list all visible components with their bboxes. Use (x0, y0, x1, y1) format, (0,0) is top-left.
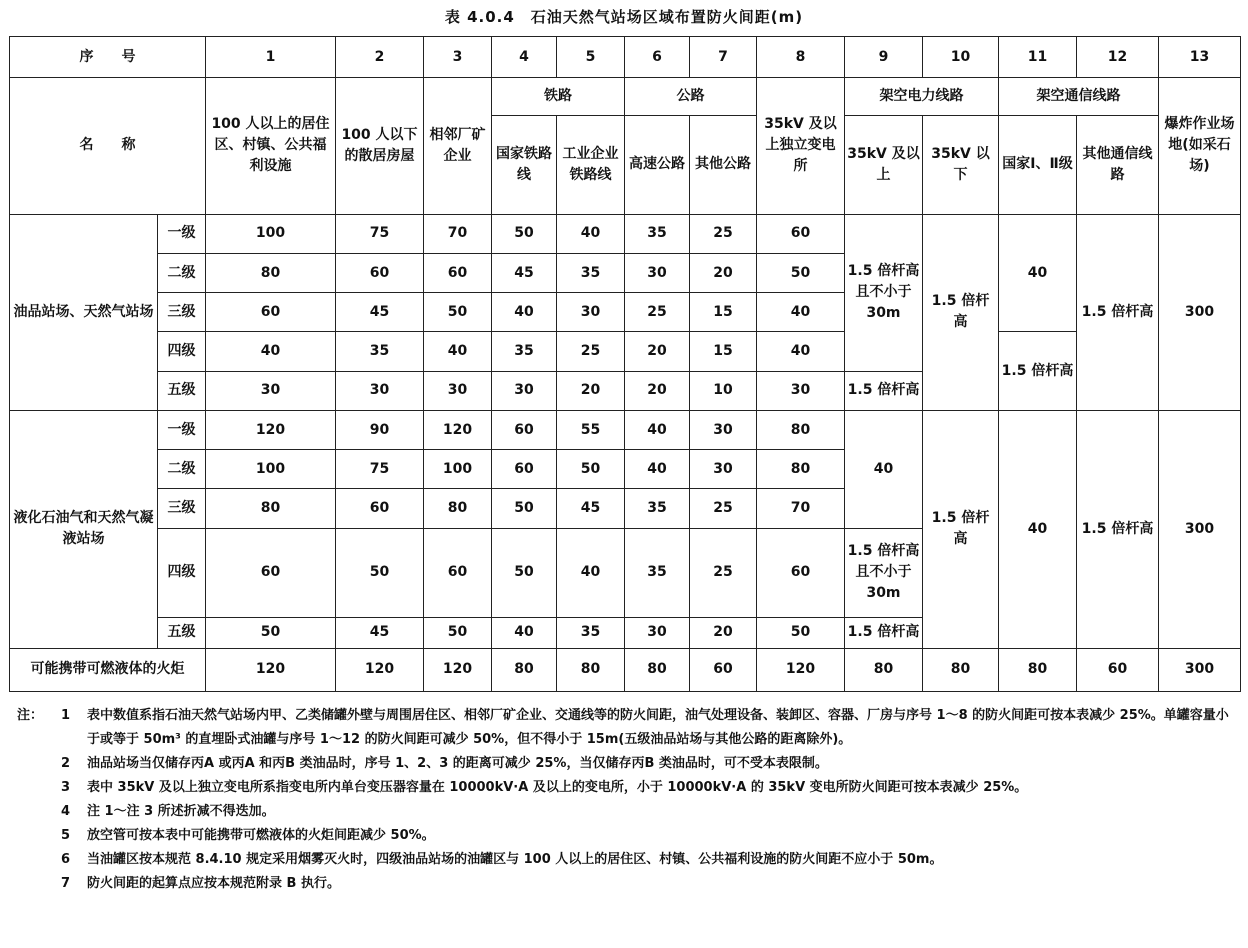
table-cell: 120 (206, 410, 336, 449)
table-cell: 60 (1077, 648, 1159, 692)
table-cell: 60 (336, 489, 424, 528)
name-label: 名 称 (10, 78, 206, 214)
table-cell: 40 (757, 293, 845, 332)
table-row (10, 332, 1241, 371)
seq-13: 13 (1159, 37, 1241, 78)
level-label: 四级 (158, 528, 206, 617)
table-cell: 75 (336, 214, 424, 253)
table-row (10, 214, 1241, 253)
road-header: 公路 (625, 78, 757, 115)
seq-8: 8 (757, 37, 845, 78)
group1-name: 油品站场、天然气站场 (10, 214, 158, 410)
note-number: 7 (61, 876, 71, 891)
seq-row (10, 37, 1241, 78)
note-item (9, 824, 1240, 848)
col-header-6: 高速公路 (625, 115, 690, 214)
seq-label: 序 号 (10, 37, 206, 78)
table-cell: 80 (424, 489, 492, 528)
table-cell: 20 (557, 371, 625, 410)
note-text: 表中 35kV 及以上独立变电所系指变电所内单台变压器容量在 10000kV·A 及以上的变电所，小于 10000kV·A 的 35kV 变电所防火间距可按本表减少 25%。 (87, 780, 1028, 795)
torch-name: 可能携带可燃液体的火炬 (10, 648, 206, 692)
table-cell: 20 (625, 371, 690, 410)
note-item (9, 776, 1240, 800)
table-cell: 35 (557, 253, 625, 292)
table-cell: 45 (336, 617, 424, 648)
seq-5: 5 (557, 37, 625, 78)
table-cell: 25 (690, 489, 757, 528)
level-label: 一级 (158, 214, 206, 253)
note-number: 1 (61, 708, 71, 723)
group2-comm-other: 1.5 倍杆高 (1077, 410, 1159, 648)
table-cell: 80 (757, 410, 845, 449)
table-cell: 25 (690, 214, 757, 253)
table-cell: 80 (206, 489, 336, 528)
table-cell: 80 (845, 648, 923, 692)
railway-header: 铁路 (492, 78, 625, 115)
table-cell: 60 (424, 528, 492, 617)
table-cell: 10 (690, 371, 757, 410)
level-label: 二级 (158, 450, 206, 489)
table-cell: 50 (424, 617, 492, 648)
table-cell: 40 (206, 332, 336, 371)
table-cell: 40 (625, 410, 690, 449)
table-cell: 80 (999, 648, 1077, 692)
level-label: 三级 (158, 293, 206, 332)
note-item (9, 872, 1240, 896)
table-cell: 120 (757, 648, 845, 692)
table-cell: 50 (492, 489, 557, 528)
seq-11: 11 (999, 37, 1077, 78)
level-label: 二级 (158, 253, 206, 292)
notes-section (9, 704, 1240, 896)
table-cell: 50 (557, 450, 625, 489)
group2-power-35kv-bottom: 1.5 倍杆高 (845, 617, 923, 648)
note-text: 注 1～注 3 所述折减不得迭加。 (87, 804, 275, 819)
table-cell: 70 (424, 214, 492, 253)
group2-power-35kv-mid: 1.5 倍杆高且不小于 30m (845, 528, 923, 617)
note-text: 当油罐区按本规范 8.4.10 规定采用烟雾灭火时，四级油品站场的油罐区与 100 人以上的居住区、村镇、公共福利设施的防火间距不应小于 50m。 (87, 852, 943, 867)
group1-blasting: 300 (1159, 214, 1241, 410)
note-item (9, 704, 1240, 752)
table-cell: 30 (625, 253, 690, 292)
note-number: 2 (61, 756, 71, 771)
table-cell: 40 (557, 528, 625, 617)
note-number: 4 (61, 804, 71, 819)
fire-distance-table (9, 36, 1241, 692)
table-cell: 75 (336, 450, 424, 489)
note-number: 3 (61, 780, 71, 795)
seq-2: 2 (336, 37, 424, 78)
group2-blasting: 300 (1159, 410, 1241, 648)
table-cell: 60 (690, 648, 757, 692)
table-cell: 40 (492, 617, 557, 648)
group2-power-35kv-top: 40 (845, 410, 923, 528)
seq-12: 12 (1077, 37, 1159, 78)
table-cell: 50 (492, 214, 557, 253)
table-cell: 50 (757, 253, 845, 292)
seq-10: 10 (923, 37, 999, 78)
table-cell: 30 (424, 371, 492, 410)
col-header-2: 100 人以下的散居房屋 (336, 78, 424, 214)
note-text: 表中数值系指石油天然气站场内甲、乙类储罐外壁与周围居住区、相邻厂矿企业、交通线等的防火间距，油气处理设备、装卸区、容器、厂房与序号 1～8 的防火间距可按本表减少 25%。单罐容量小于或等于 50m³ 的直埋卧式油罐与序号 1～12 的防火间距可减少 50%，但不得小于 15m(五级油品站场与其他公路的距离除外)。 (87, 708, 1229, 747)
table-cell: 30 (206, 371, 336, 410)
table-title: 表 4.0.4 石油天然气站场区域布置防火间距(m) (444, 8, 804, 26)
header-row-1 (10, 78, 1241, 115)
group1-power-35kv-bottom: 1.5 倍杆高 (845, 371, 923, 410)
table-cell: 50 (424, 293, 492, 332)
table-cell: 35 (492, 332, 557, 371)
table-cell: 60 (206, 528, 336, 617)
note-number: 6 (61, 852, 71, 867)
table-cell: 35 (625, 528, 690, 617)
table-cell: 25 (690, 528, 757, 617)
table-cell: 30 (492, 371, 557, 410)
table-cell: 100 (206, 450, 336, 489)
group1-power-35kv-top: 1.5 倍杆高且不小于 30m (845, 214, 923, 371)
table-cell: 60 (336, 253, 424, 292)
table-cell: 90 (336, 410, 424, 449)
table-cell: 20 (625, 332, 690, 371)
table-cell: 30 (557, 293, 625, 332)
note-item (9, 848, 1240, 872)
table-cell: 60 (757, 528, 845, 617)
note-text: 防火间距的起算点应按本规范附录 B 执行。 (87, 876, 340, 891)
table-cell: 45 (557, 489, 625, 528)
table-cell: 120 (424, 410, 492, 449)
col-header-10: 35kV 以下 (923, 115, 999, 214)
level-label: 五级 (158, 617, 206, 648)
group2-power-below-35kv: 1.5 倍杆高 (923, 410, 999, 648)
col-header-4: 国家铁路线 (492, 115, 557, 214)
col-header-13: 爆炸作业场地(如采石场) (1159, 78, 1241, 214)
level-label: 五级 (158, 371, 206, 410)
table-cell: 70 (757, 489, 845, 528)
table-cell: 80 (492, 648, 557, 692)
table-cell: 20 (690, 617, 757, 648)
col-header-8: 35kV 及以上独立变电所 (757, 78, 845, 214)
table-cell: 300 (1159, 648, 1241, 692)
col-header-3: 相邻厂矿企业 (424, 78, 492, 214)
table-cell: 20 (690, 253, 757, 292)
col-header-9: 35kV 及以上 (845, 115, 923, 214)
seq-4: 4 (492, 37, 557, 78)
table-cell: 45 (336, 293, 424, 332)
table-cell: 60 (206, 293, 336, 332)
table-cell: 50 (336, 528, 424, 617)
seq-9: 9 (845, 37, 923, 78)
table-cell: 60 (492, 410, 557, 449)
table-cell: 80 (557, 648, 625, 692)
table-cell: 40 (557, 214, 625, 253)
table-cell: 60 (424, 253, 492, 292)
note-text: 油品站场当仅储存丙A 或丙A 和丙B 类油品时，序号 1、2、3 的距离可减少 25%，当仅储存丙B 类油品时，可不受本表限制。 (87, 756, 828, 771)
level-label: 一级 (158, 410, 206, 449)
note-text: 放空管可按本表中可能携带可燃液体的火炬间距减少 50%。 (87, 828, 435, 843)
seq-3: 3 (424, 37, 492, 78)
group2-name: 液化石油气和天然气凝液站场 (10, 410, 158, 648)
seq-7: 7 (690, 37, 757, 78)
table-cell: 35 (625, 214, 690, 253)
note-item (9, 800, 1240, 824)
table-cell: 35 (336, 332, 424, 371)
seq-1: 1 (206, 37, 336, 78)
table-cell: 40 (492, 293, 557, 332)
table-cell: 50 (206, 617, 336, 648)
table-cell: 80 (923, 648, 999, 692)
table-cell: 120 (206, 648, 336, 692)
table-cell: 40 (625, 450, 690, 489)
note-number: 5 (61, 828, 71, 843)
col-header-12: 其他通信线路 (1077, 115, 1159, 214)
table-cell: 30 (690, 410, 757, 449)
table-cell: 60 (492, 450, 557, 489)
table-cell: 30 (690, 450, 757, 489)
table-cell: 50 (757, 617, 845, 648)
comm-line-header: 架空通信线路 (999, 78, 1159, 115)
note-item (9, 752, 1240, 776)
level-label: 四级 (158, 332, 206, 371)
table-cell: 35 (625, 489, 690, 528)
table-cell: 15 (690, 293, 757, 332)
table-cell: 100 (206, 214, 336, 253)
seq-6: 6 (625, 37, 690, 78)
power-line-header: 架空电力线路 (845, 78, 999, 115)
table-cell: 25 (625, 293, 690, 332)
col-header-7: 其他公路 (690, 115, 757, 214)
table-cell: 15 (690, 332, 757, 371)
col-header-11: 国家Ⅰ、Ⅱ级 (999, 115, 1077, 214)
table-cell: 120 (336, 648, 424, 692)
table-cell: 45 (492, 253, 557, 292)
table-cell: 80 (625, 648, 690, 692)
table-cell: 30 (625, 617, 690, 648)
table-row (10, 648, 1241, 692)
group1-power-below-35kv: 1.5 倍杆高 (923, 214, 999, 410)
table-cell: 80 (757, 450, 845, 489)
table-row (10, 410, 1241, 449)
table-cell: 50 (492, 528, 557, 617)
group1-comm-national-bottom: 1.5 倍杆高 (999, 332, 1077, 411)
table-cell: 30 (336, 371, 424, 410)
group1-comm-other: 1.5 倍杆高 (1077, 214, 1159, 410)
table-cell: 40 (424, 332, 492, 371)
table-cell: 35 (557, 617, 625, 648)
level-label: 三级 (158, 489, 206, 528)
table-cell: 55 (557, 410, 625, 449)
table-cell: 120 (424, 648, 492, 692)
notes-prefix: 注： (17, 708, 44, 723)
table-cell: 30 (757, 371, 845, 410)
table-cell: 80 (206, 253, 336, 292)
col-header-1: 100 人以上的居住区、村镇、公共福利设施 (206, 78, 336, 214)
group1-comm-national-top: 40 (999, 214, 1077, 332)
table-cell: 25 (557, 332, 625, 371)
table-cell: 60 (757, 214, 845, 253)
col-header-5: 工业企业铁路线 (557, 115, 625, 214)
group2-comm-national: 40 (999, 410, 1077, 648)
table-cell: 100 (424, 450, 492, 489)
table-cell: 40 (757, 332, 845, 371)
